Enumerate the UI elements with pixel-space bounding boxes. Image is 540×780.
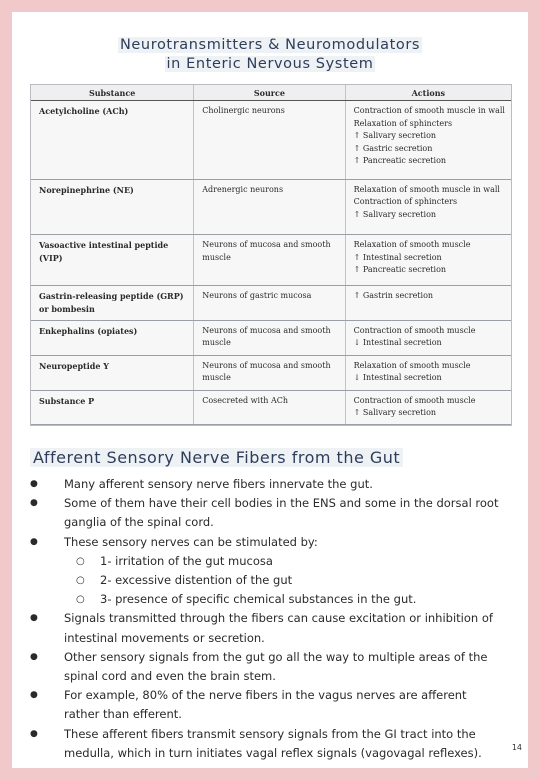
list-item: ● These afferent fibers transmit sensory signals from the GI tract into the medulla, which in turn initiates vagal reflex signals (vagovagal reflexes). xyxy=(30,725,500,763)
source-cell: Adrenergic neurons xyxy=(194,179,345,234)
table-row xyxy=(31,390,511,424)
action-line: Relaxation of smooth muscle in wall xyxy=(353,184,500,194)
source-cell: Neurons of gastric mucosa xyxy=(194,286,345,320)
actions-cell xyxy=(345,179,511,234)
table-row xyxy=(31,355,511,390)
action-line: ↑ Salivary secretion xyxy=(353,408,437,418)
action-line: ↑ Gastric secretion xyxy=(353,143,433,153)
action-line: ↑ Salivary secretion xyxy=(353,209,437,219)
sub-bullet-list xyxy=(64,552,500,610)
action-line: ↑ Intestinal secretion xyxy=(353,252,442,262)
actions-cell xyxy=(345,390,511,424)
table-row xyxy=(31,235,511,286)
list-item: ● Some of them have their cell bodies in the ENS and some in the dorsal root ganglia of the spinal cord. xyxy=(30,494,500,532)
action-line: Contraction of smooth muscle in wall xyxy=(353,106,505,115)
neurotransmitter-table xyxy=(30,84,512,426)
actions-cell xyxy=(345,101,511,180)
document-page xyxy=(12,12,528,768)
title-line-2: in Enteric Nervous System xyxy=(166,56,374,72)
actions-cell xyxy=(345,355,511,390)
action-line: Contraction of smooth muscle xyxy=(353,395,476,405)
action-line: Contraction of sphincters xyxy=(353,197,458,207)
source-cell: Cholinergic neurons xyxy=(194,101,345,180)
list-item-text: These sensory nerves can be stimulated by: xyxy=(64,534,318,549)
column-header-substance: Substance xyxy=(31,85,194,101)
list-item: ● For example, 80% of the nerve fibers in the vagus nerves are afferent rather than efferent. xyxy=(30,686,500,724)
page-title xyxy=(12,36,528,74)
source-cell: Neurons of mucosa and smooth muscle xyxy=(194,355,345,390)
sub-list-item: ○ 2- excessive distention of the gut xyxy=(64,571,500,590)
substance-cell: Enkephalins (opiates) xyxy=(31,320,194,355)
table-row xyxy=(31,286,511,320)
action-line: Relaxation of smooth muscle xyxy=(353,360,471,370)
table-row xyxy=(31,101,511,180)
column-header-source: Source xyxy=(194,85,345,101)
source-cell: Cosecreted with ACh xyxy=(194,390,345,424)
substance-cell: Substance P xyxy=(31,390,194,424)
list-item: ● Signals transmitted through the fibers can cause excitation or inhibition of intestinal movements or secretion. xyxy=(30,609,500,647)
page-number: 14 xyxy=(511,743,522,752)
actions-cell xyxy=(345,320,511,355)
table-header-row xyxy=(31,85,511,101)
substance-cell: Acetylcholine (ACh) xyxy=(31,101,194,180)
column-header-actions: Actions xyxy=(345,85,511,101)
list-item: ● Many afferent sensory nerve fibers innervate the gut. xyxy=(30,475,500,494)
substance-cell: Norepinephrine (NE) xyxy=(31,179,194,234)
actions-cell xyxy=(345,286,511,320)
bullet-list xyxy=(30,475,500,763)
list-item xyxy=(30,533,500,610)
title-line-1: Neurotransmitters & Neuromodulators xyxy=(119,37,421,53)
action-line: Relaxation of sphincters xyxy=(353,118,453,128)
action-line: ↓ Intestinal secretion xyxy=(353,338,442,348)
action-line: ↑ Pancreatic secretion xyxy=(353,265,447,275)
section-heading: Afferent Sensory Nerve Fibers from the Gut xyxy=(30,448,403,467)
action-line: ↑ Pancreatic secretion xyxy=(353,156,447,165)
substance-cell: Neuropeptide Y xyxy=(31,355,194,390)
action-line: ↑ Gastrin secretion xyxy=(353,291,434,301)
substance-cell: Vasoactive intestinal peptide (VIP) xyxy=(31,235,194,286)
table-row xyxy=(31,179,511,234)
action-line: ↓ Intestinal secretion xyxy=(353,373,442,383)
table-row xyxy=(31,320,511,355)
action-line: Relaxation of smooth muscle xyxy=(353,240,471,250)
sub-list-item: ○ 1- irritation of the gut mucosa xyxy=(64,552,500,571)
action-line: Contraction of smooth muscle xyxy=(353,325,476,335)
source-cell: Neurons of mucosa and smooth muscle xyxy=(194,320,345,355)
actions-cell xyxy=(345,235,511,286)
list-item: ● Other sensory signals from the gut go all the way to multiple areas of the spinal cord and even the brain stem. xyxy=(30,648,500,686)
sub-list-item: ○ 3- presence of specific chemical substances in the gut. xyxy=(64,590,500,609)
action-line: ↑ Salivary secretion xyxy=(353,131,437,140)
source-cell: Neurons of mucosa and smooth muscle xyxy=(194,235,345,286)
substance-cell: Gastrin-releasing peptide (GRP) or bombesin xyxy=(31,286,194,320)
